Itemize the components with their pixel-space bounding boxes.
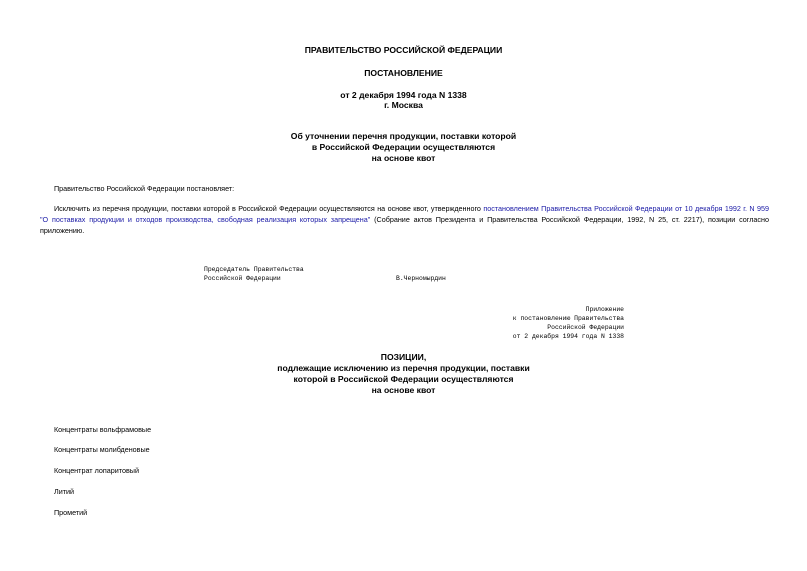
title-line-1: Об уточнении перечня продукции, поставки которой bbox=[290, 131, 517, 141]
paragraph-text-start: Исключить из перечня продукции, поставки которой в Российской Федерации осуществляются на основе квот, утвержденного bbox=[54, 204, 484, 213]
appendix-title-4: на основе квот bbox=[371, 385, 436, 395]
resolution-title-link[interactable]: "О поставках продукции и отходов производства, свободная реализация которых запрещена" bbox=[40, 215, 371, 224]
list-item: Концентрат лопаритовый bbox=[54, 466, 139, 475]
appendix-title-1: ПОЗИЦИИ, bbox=[380, 352, 427, 362]
doc-type-heading: ПОСТАНОВЛЕНИЕ bbox=[364, 68, 443, 78]
appendix-title-2: подлежащие исключению из перечня продукции, поставки bbox=[277, 363, 530, 373]
signature-position-1: Председатель Правительства bbox=[204, 266, 304, 273]
list-item: Прометий bbox=[54, 508, 88, 517]
signature-position-2: Российской Федерации bbox=[204, 275, 281, 282]
list-item: Концентраты молибденовые bbox=[54, 445, 150, 454]
government-heading: ПРАВИТЕЛЬСТВО РОССИЙСКОЙ ФЕДЕРАЦИИ bbox=[304, 45, 503, 55]
intro-paragraph: Правительство Российской Федерации постановляет: bbox=[54, 184, 235, 193]
appendix-ref-line-1: Приложение bbox=[585, 306, 624, 313]
date-number: от 2 декабря 1994 года N 1338 bbox=[340, 90, 467, 100]
resolution-link[interactable]: постановлением Правительства Российской Федерации от 10 декабря 1992 г. N 959 bbox=[483, 204, 770, 213]
title-line-2: в Российской Федерации осуществляются bbox=[311, 142, 496, 152]
list-item: Литий bbox=[54, 487, 75, 496]
city: г. Москва bbox=[384, 100, 423, 110]
appendix-ref-line-3: Российской Федерации bbox=[547, 324, 624, 331]
appendix-ref-line-2: к постановлению Правительства bbox=[512, 315, 624, 322]
appendix-title-3: которой в Российской Федерации осуществляются bbox=[293, 374, 514, 384]
appendix-ref-line-4: от 2 декабря 1994 года N 1338 bbox=[512, 333, 624, 340]
list-item: Концентраты вольфрамовые bbox=[54, 425, 152, 434]
paragraph-text-end: (Собрание актов Президента и Правительства Российской Федерации, 1992, N 25, ст. 2217), позиции согласно приложению. bbox=[40, 215, 769, 235]
signature-name: В.Черномырдин bbox=[396, 275, 446, 282]
title-line-3: на основе квот bbox=[371, 153, 436, 163]
main-paragraph bbox=[40, 203, 769, 236]
